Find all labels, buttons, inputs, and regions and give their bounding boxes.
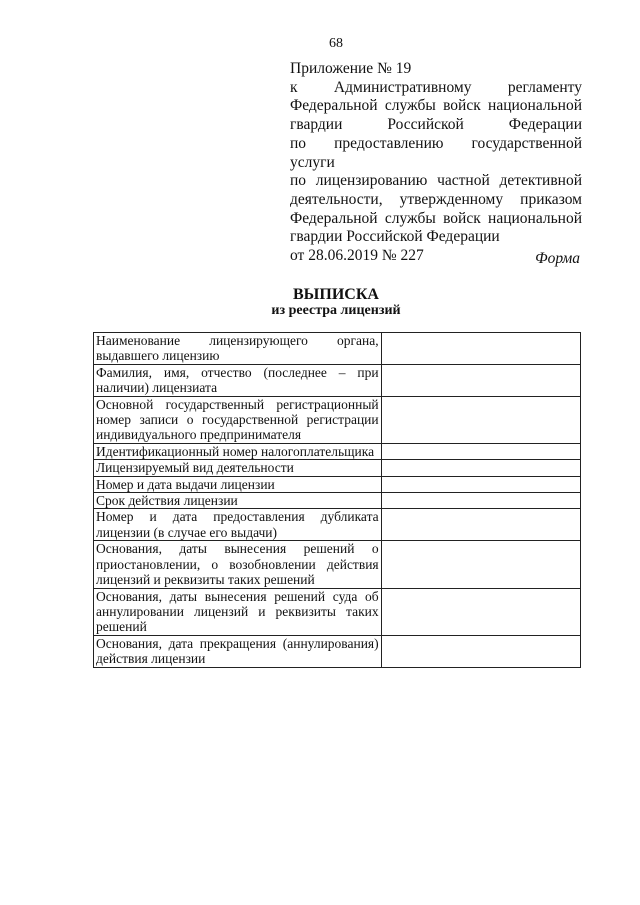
row-label: Номер и дата предоставления дубликата лицензии (в случае его выдачи) bbox=[94, 509, 382, 541]
row-value-cell bbox=[381, 541, 580, 588]
row-label: Идентификационный номер налогоплательщика bbox=[94, 443, 382, 459]
appendix-title: Приложение № 19 bbox=[290, 60, 412, 77]
row-value-cell bbox=[381, 588, 580, 635]
row-value-cell bbox=[381, 476, 580, 492]
table-row bbox=[94, 493, 581, 509]
appendix-line: к Административному регламенту bbox=[290, 78, 582, 96]
row-label: Основания, даты вынесения решений суда об аннулировании лицензий и реквизиты таких решений bbox=[94, 588, 382, 635]
row-value-cell bbox=[381, 364, 580, 396]
table-row bbox=[94, 476, 581, 492]
table-row bbox=[94, 541, 581, 588]
page-number: 68 bbox=[329, 36, 343, 51]
appendix-date: от 28.06.2019 № 227 bbox=[290, 247, 424, 265]
row-value-cell bbox=[381, 443, 580, 459]
appendix-line: Федеральной службы войск национальной bbox=[290, 209, 582, 227]
row-label: Основной государственный регистрационный номер записи о государственной регистрации индивидуального предпринимателя bbox=[94, 396, 382, 443]
appendix-line: по лицензированию частной детективной bbox=[290, 172, 582, 190]
table-row bbox=[94, 635, 581, 667]
table-row bbox=[94, 588, 581, 635]
row-value-cell bbox=[381, 509, 580, 541]
table-row bbox=[94, 443, 581, 459]
row-value-cell bbox=[381, 396, 580, 443]
row-value-cell bbox=[381, 493, 580, 509]
document-subtitle: из реестра лицензий bbox=[271, 303, 401, 318]
appendix-line: гвардии Российской Федерации bbox=[290, 228, 500, 246]
table-row bbox=[94, 396, 581, 443]
appendix-line: Федеральной службы войск национальной bbox=[290, 97, 582, 115]
row-label: Номер и дата выдачи лицензии bbox=[94, 476, 382, 492]
row-value-cell bbox=[381, 635, 580, 667]
form-label: Форма bbox=[535, 250, 580, 267]
table-row bbox=[94, 333, 581, 365]
row-label: Лицензируемый вид деятельности bbox=[94, 460, 382, 476]
registry-extract-table bbox=[93, 332, 581, 668]
row-label: Наименование лицензирующего органа, выдавшего лицензию bbox=[94, 333, 382, 365]
row-label: Срок действия лицензии bbox=[94, 493, 382, 509]
row-label: Основания, даты вынесения решений о приостановлении, о возобновлении действия лицензий и реквизиты таких решений bbox=[94, 541, 382, 588]
row-value-cell bbox=[381, 460, 580, 476]
table-row bbox=[94, 460, 581, 476]
row-label: Основания, дата прекращения (аннулирования) действия лицензии bbox=[94, 635, 382, 667]
document-title: ВЫПИСКА bbox=[293, 286, 379, 303]
table-row bbox=[94, 509, 581, 541]
appendix-line: по предоставлению государственной услуги bbox=[290, 134, 582, 171]
row-value-cell bbox=[381, 333, 580, 365]
appendix-line: деятельности, утвержденному приказом bbox=[290, 190, 582, 208]
row-label: Фамилия, имя, отчество (последнее – при наличии) лицензиата bbox=[94, 364, 382, 396]
appendix-line: гвардии Российской Федерации bbox=[290, 116, 582, 134]
table-row bbox=[94, 364, 581, 396]
appendix-block bbox=[290, 60, 582, 266]
